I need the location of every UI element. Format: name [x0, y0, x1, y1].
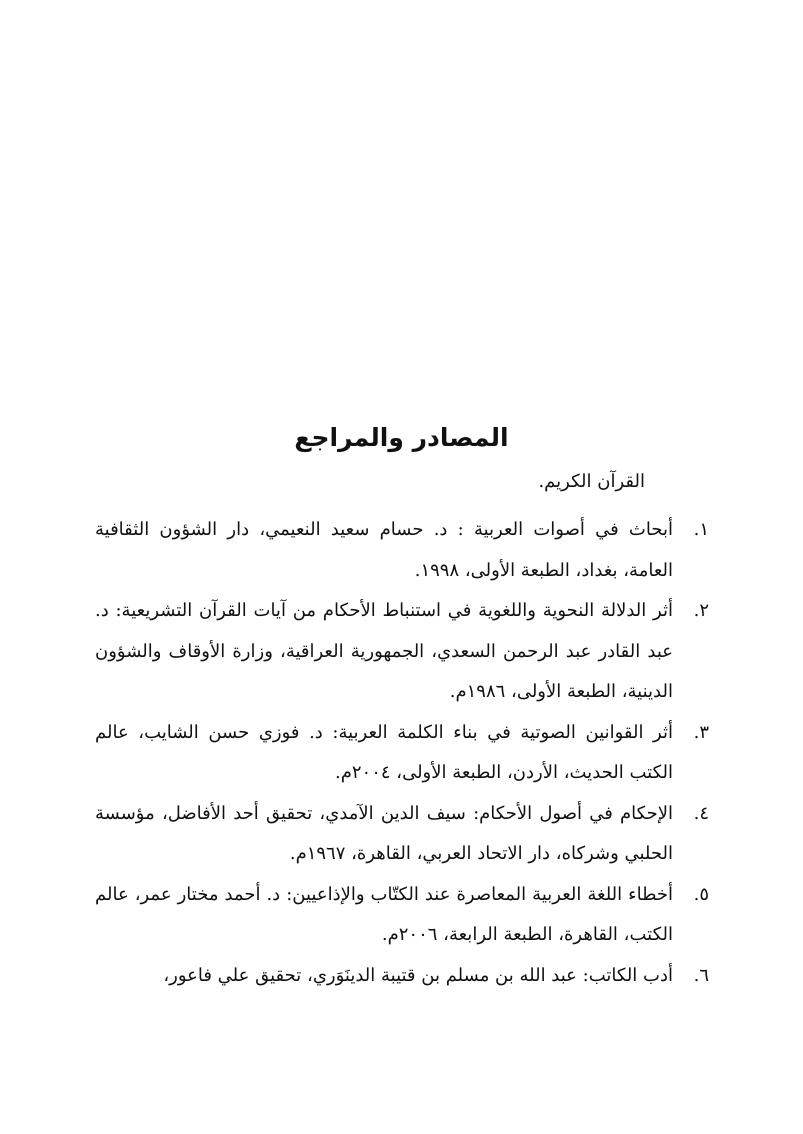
reference-number: ٤. [693, 802, 709, 824]
reference-text: أثر القوانين الصوتية في بناء الكلمة العربية: د. فوزي حسن الشايب، عالم الكتب الحديث، الأردن، الطبعة الأولى، ٢٠٠٤م. [95, 721, 673, 783]
reference-item [95, 956, 709, 997]
reference-text: الإحكام في أصول الأحكام: سيف الدين الآمدي، تحقيق أحد الأفاضل، مؤسسة الحلبي وشركاه، دار الاتحاد العربي، القاهرة، ١٩٦٧م. [95, 802, 673, 864]
reference-number: ١. [693, 519, 709, 540]
page-title: المصادر والمراجع [294, 423, 509, 452]
reference-number: ٢. [693, 600, 709, 621]
reference-text: أبحاث في أصوات العربية : د. حسام سعيد النعيمي، دار الشؤون الثقافية العامة، بغداد، الطبعة الأولى، ١٩٩٨. [95, 519, 673, 581]
reference-item [95, 510, 709, 591]
reference-item [95, 591, 709, 713]
reference-list [95, 510, 709, 996]
reference-item [95, 713, 709, 794]
reference-item [95, 794, 709, 875]
reference-text: أدب الكاتب: عبد الله بن مسلم بن قتيبة الدينَوَري، تحقيق علي فاعور، [163, 964, 673, 986]
intro-line: القرآن الكريم. [538, 471, 645, 492]
reference-item [95, 875, 709, 956]
reference-number: ٥. [693, 883, 709, 905]
reference-text: أثر الدلالة النحوية واللغوية في استنباط الأحكام من آيات القرآن التشريعية: د. عبد القادر عبد الرحمن السعدي، الجمهورية العراقية، وزارة الأوقاف والشؤون الدينية، الطبعة الأولى، ١٩٨٦م. [95, 600, 673, 702]
reference-number: ٣. [693, 721, 709, 743]
reference-text: أخطاء اللغة العربية المعاصرة عند الكتّاب والإذاعيين: د. أحمد مختار عمر، عالم الكتب، القاهرة، الطبعة الرابعة، ٢٠٠٦م. [95, 883, 673, 945]
reference-number: ٦. [693, 964, 709, 986]
